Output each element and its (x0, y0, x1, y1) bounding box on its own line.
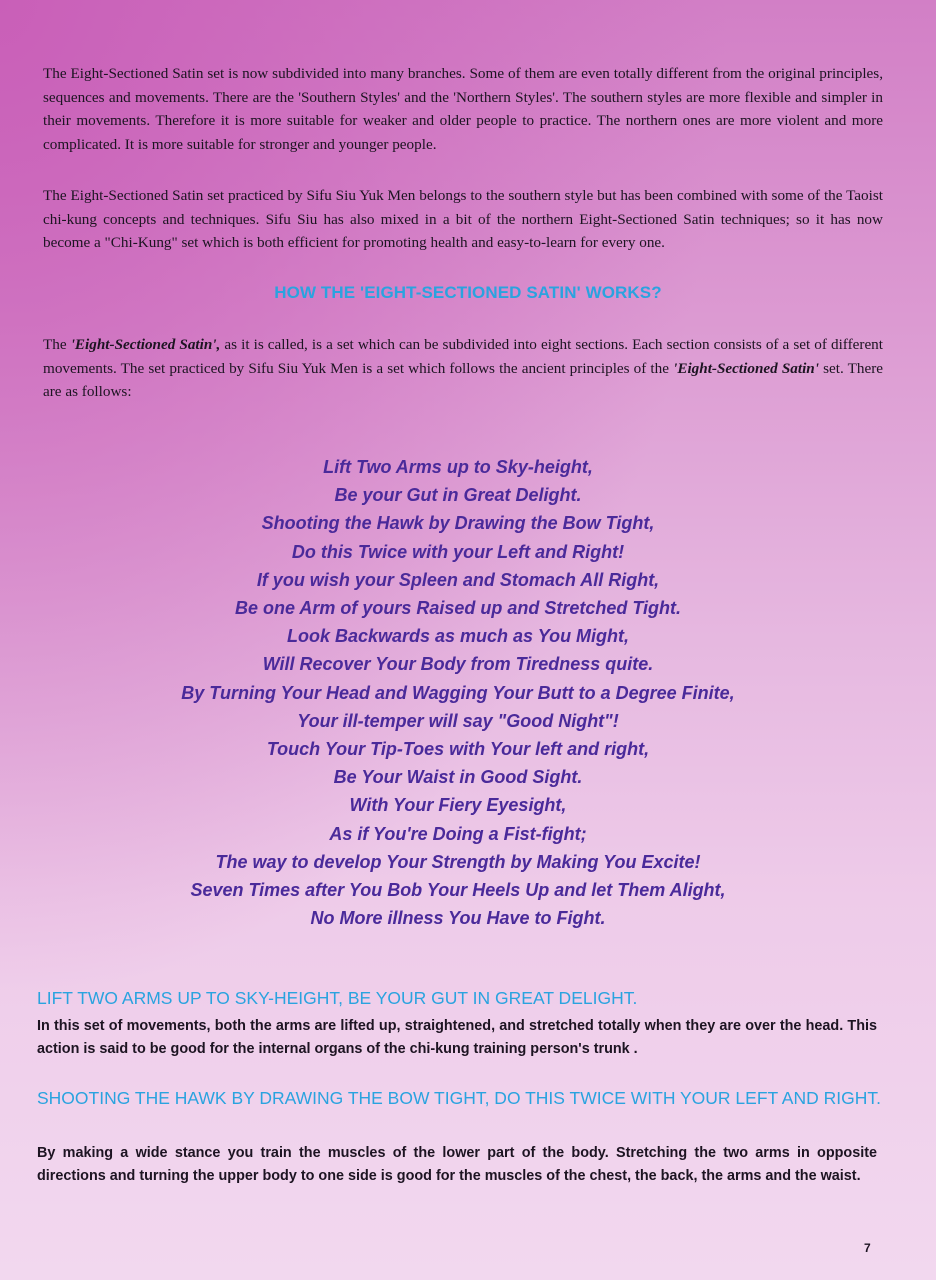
para3-text-c: set. There are as follows: (43, 359, 883, 400)
poem-line: Seven Times after You Bob Your Heels Up and let Them Alight, (190, 880, 726, 901)
page-number: 7 (864, 1241, 871, 1255)
section-heading-how-it-works: HOW THE 'EIGHT-SECTIONED SATIN' WORKS? (274, 283, 662, 302)
poem-line: Be Your Waist in Good Sight. (333, 767, 583, 788)
poem-line: By Turning Your Head and Wagging Your Butt to a Degree Finite, (181, 682, 735, 703)
section-body-lift-two-arms: In this set of movements, both the arms are lifted up, straightened, and stretched totally when they are over the head. This action is said to be good for the internal organs of the chi-kung training person's trunk . (37, 1018, 877, 1057)
para3-text-b: as it is called, is a set which can be subdivided into eight sections. Each section consists of a set of different movements. The set practiced by Sifu Siu Yuk Men is a set which follows the ancient principles of the (43, 336, 883, 377)
poem-line: Look Backwards as much as You Might, (286, 626, 630, 647)
poem-line: The way to develop Your Strength by Making You Excite! (215, 851, 701, 872)
intro-paragraph-1: The Eight-Sectioned Satin set is now subdivided into many branches. Some of them are even totally different from the original principles, sequences and movements. There are the 'Southern Styles' and the 'Northern Styles'. The southern styles are more flexible and simpler in their movements. Therefore it is more suitable for weaker and older people to practice. The northern ones are more violent and more complicated. It is more suitable for stronger and younger people. (43, 65, 883, 153)
para3-emphasis-a: 'Eight-Sectioned Satin', (70, 336, 221, 353)
poem-line: As if You're Doing a Fist-fight; (329, 823, 587, 844)
intro-paragraph-2: The Eight-Sectioned Satin set practiced by Sifu Siu Yuk Men belongs to the southern style but has been combined with some of the Taoist chi-kung concepts and techniques. Sifu Siu has also mixed in a bit of the northern Eight-Sectioned Satin techniques; so it has now become a "Chi-Kung" set which is both efficient for promoting health and easy-to-learn for every one. (43, 187, 883, 251)
section-title-lift-two-arms: LIFT TWO ARMS UP TO SKY-HEIGHT, BE YOUR GUT IN GREAT DELIGHT. (37, 988, 638, 1008)
poem-verse (0, 453, 916, 932)
poem-line: Your ill-temper will say "Good Night"! (297, 710, 619, 731)
poem-line: Shooting the Hawk by Drawing the Bow Tight, (261, 513, 655, 534)
poem-line: Be your Gut in Great Delight. (334, 485, 582, 506)
section-title-shooting-the-hawk: SHOOTING THE HAWK BY DRAWING THE BOW TIGHT, DO THIS TWICE WITH YOUR LEFT AND RIGHT. (37, 1088, 881, 1108)
poem-line: No More illness You Have to Fight. (310, 908, 606, 929)
para3-text-a: The (43, 336, 71, 353)
poem-line: Will Recover Your Body from Tiredness quite. (262, 654, 654, 675)
poem-line: Lift Two Arms up to Sky-height, (323, 457, 593, 477)
section-body-shooting-the-hawk: By making a wide stance you train the muscles of the lower part of the body. Stretching the two arms in opposite directions and turning the upper body to one side is good for the muscles of the chest, the back, the arms and the waist. (37, 1145, 877, 1184)
description-paragraph (43, 333, 883, 404)
poem-line: Touch Your Tip-Toes with Your left and right, (266, 739, 650, 760)
poem-line: If you wish your Spleen and Stomach All Right, (256, 569, 660, 590)
poem-line: Do this Twice with your Left and Right! (291, 541, 625, 562)
poem-line: With Your Fiery Eyesight, (349, 795, 567, 816)
poem-line: Be one Arm of yours Raised up and Stretched Tight. (234, 598, 682, 619)
para3-emphasis-b: 'Eight-Sectioned Satin' (673, 359, 819, 377)
